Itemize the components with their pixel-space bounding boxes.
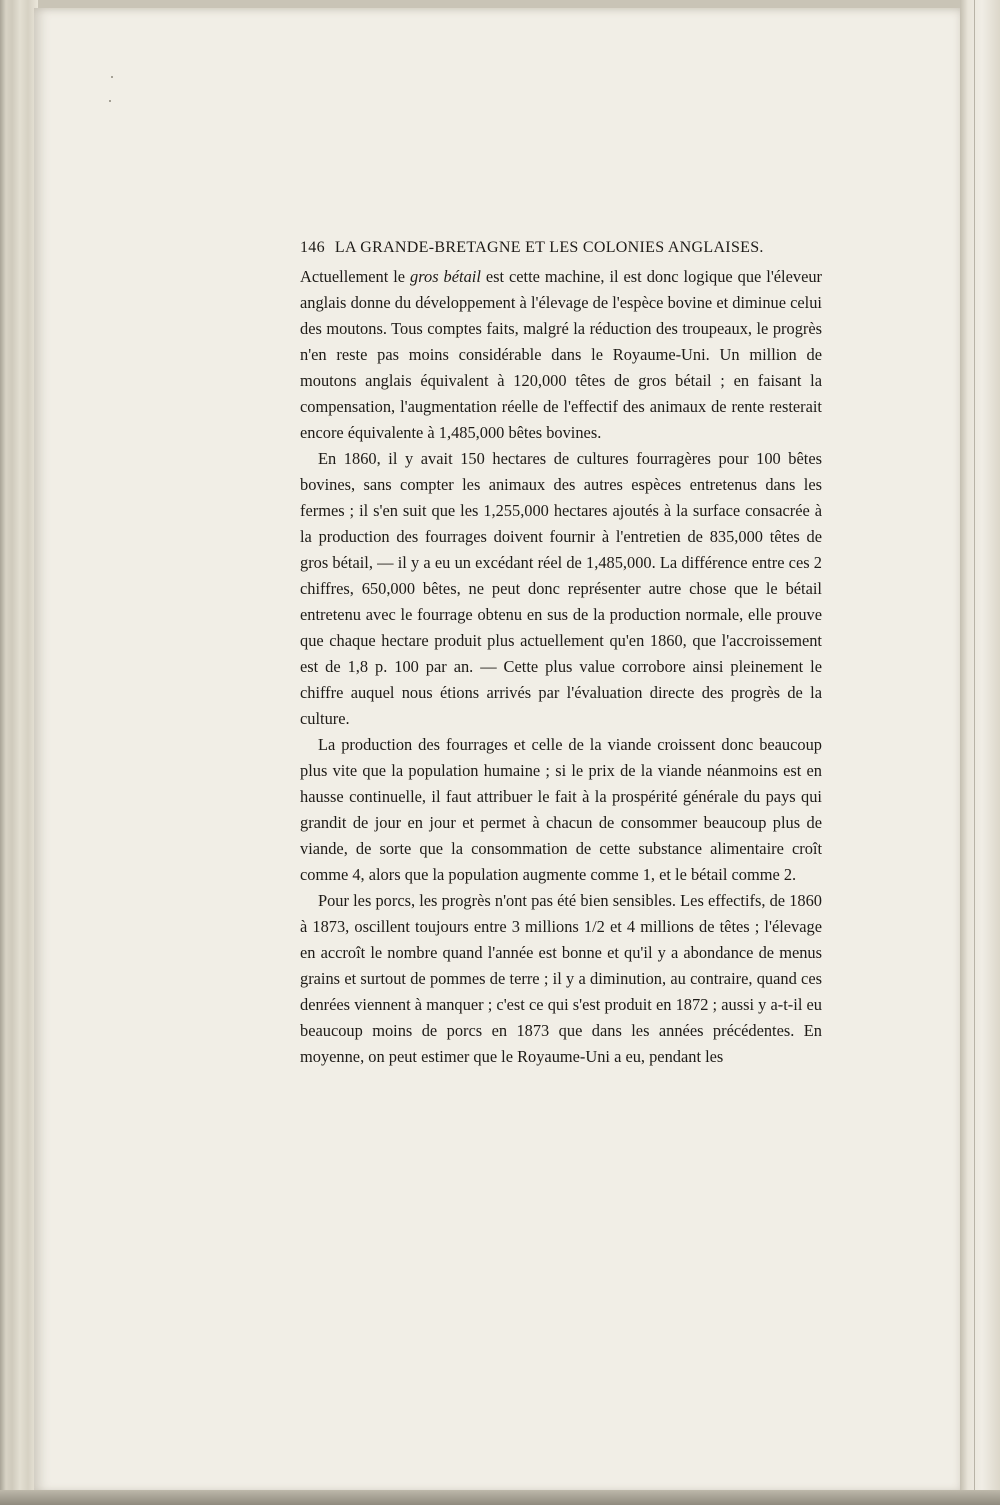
paper-speck xyxy=(111,76,113,78)
facing-page-edge xyxy=(960,0,1000,1505)
body-text xyxy=(300,264,822,1070)
paragraph-1-start: Actuellement le xyxy=(300,267,411,286)
book-gutter-edge xyxy=(0,0,38,1505)
running-header xyxy=(300,239,822,261)
paragraph-4: Pour les porcs, les progrès n'ont pas été bien sensibles. Les effectifs, de 1860 à 1873, oscillent toujours entre 3 millions 1/2 et 4 millions de têtes ; l'élevage en accroît le nombre quand l'année est bonne et qu'il y a abondance de menus grains et surtout de pommes de terre ; il y a diminution, au contraire, quand ces denrées viennent à manquer ; c'est ce qui s'est produit en 1872 ; aussi y a-t-il eu beaucoup moins de porcs en 1873 que dans les années précédentes. En moyenne, on peut estimer que le Royaume-Uni a eu, pendant les xyxy=(300,891,822,1066)
paragraph-2: En 1860, il y avait 150 hectares de cultures fourragères pour 100 bêtes bovines, sans compter les animaux des autres espèces entretenus dans les fermes ; il s'en suit que les 1,255,000 hectares ajoutés à la surface consacrée à la production des fourrages doivent fournir à l'entretien de 835,000 têtes de gros bétail, — il y a eu un excédant réel de 1,485,000. La différence entre ces 2 chiffres, 650,000 bêtes, ne peut donc représenter autre chose que le bétail entretenu avec le fourrage obtenu en sus de la production normale, elle prouve que chaque hectare produit plus actuellement qu'en 1860, que l'accroissement est de 1,8 p. 100 par an. — Cette plus value corrobore ainsi pleinement le chiffre auquel nous étions arrivés par l'évaluation directe des progrès de la culture. xyxy=(300,449,822,728)
paragraph-3: La production des fourrages et celle de la viande croissent donc beaucoup plus vite que la population humaine ; si le prix de la viande néanmoins est en hausse continuelle, il faut attribuer le fait à la prospérité générale du pays qui grandit de jour en jour et permet à chacun de consommer beaucoup plus de viande, de sorte que la consommation de cette substance alimentaire croît comme 4, alors que la population augmente comme 1, et le bétail comme 2. xyxy=(300,735,822,884)
paragraph-1 xyxy=(300,264,822,446)
paper-speck xyxy=(109,100,111,102)
paragraph-1-rest: est cette machine, il est donc logique que l'éleveur anglais donne du développement à l'élevage de l'espèce bovine et diminue celui des moutons. Tous comptes faits, malgré la réduction des troupeaux, le progrès n'en reste pas moins considérable dans le Royaume-Uni. Un million de moutons anglais équivalent à 120,000 têtes de gros bétail ; en faisant la compensation, l'augmentation réelle de l'effectif des animaux de rente resterait encore équivalente à 1,485,000 bêtes bovines. xyxy=(300,267,822,442)
italic-term: gros bétail xyxy=(410,267,481,286)
running-title: LA GRANDE-BRETAGNE ET LES COLONIES ANGLAISES. xyxy=(334,239,764,256)
page-number: 146 xyxy=(300,239,325,256)
page-bottom-edge xyxy=(0,1490,1000,1505)
